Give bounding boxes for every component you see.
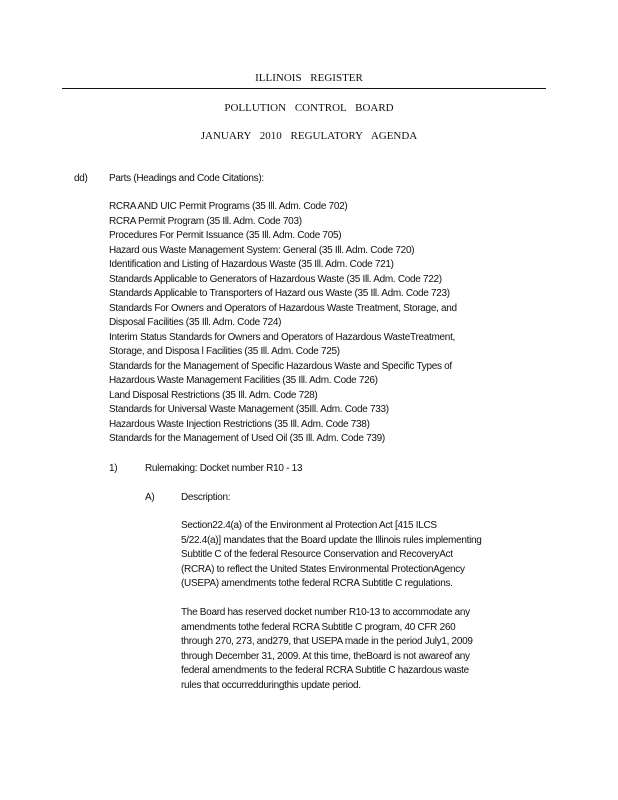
- parts-line: Standards Applicable to Transporters of Hazard ous Waste (35 Ill. Adm. Code 723): [109, 288, 450, 299]
- paragraph-line: Section22.4(a) of the Environment al Protection Act [415 ILCS: [181, 520, 437, 531]
- parts-line: RCRA AND UIC Permit Programs (35 Ill. Adm. Code 702): [109, 201, 348, 212]
- parts-line: Identification and Listing of Hazardous Waste (35 Ill. Adm. Code 721): [109, 259, 394, 270]
- parts-line: Hazardous Waste Injection Restrictions (35 Ill. Adm. Code 738): [109, 418, 370, 430]
- header-divider: [62, 88, 546, 89]
- section-title: Parts (Headings and Code Citations):: [109, 173, 264, 184]
- paragraph-line: amendments tothe federal RCRA Subtitle C program, 40 CFR 260: [181, 621, 456, 633]
- paragraph-line: (USEPA) amendments tothe federal RCRA Subtitle C regulations.: [181, 578, 453, 589]
- description-marker: A): [145, 492, 155, 503]
- paragraph-line: through 270, 273, and279, that USEPA made in the period July1, 2009: [181, 636, 473, 647]
- paragraph-line: The Board has reserved docket number R10-13 to accommodate any: [181, 607, 470, 618]
- rulemaking-marker: 1): [109, 463, 118, 474]
- parts-line: Standards For Owners and Operators of Hazardous Waste Treatment, Storage, and: [109, 302, 457, 314]
- description-paragraph-1: [181, 519, 545, 592]
- paragraph-line: 5/22.4(a)] mandates that the Board update the Illinois rules implementing: [181, 534, 482, 546]
- parts-line: Hazard ous Waste Management System: General (35 Ill. Adm. Code 720): [109, 244, 415, 256]
- parts-line: Standards Applicable to Generators of Hazardous Waste (35 Ill. Adm. Code 722): [109, 273, 442, 285]
- paragraph-line: rules that occurredduringthis update period.: [181, 679, 361, 691]
- parts-line: Standards for the Management of Used Oil (35 Ill. Adm. Code 739): [109, 433, 385, 444]
- description-paragraph-2: [181, 606, 545, 693]
- rulemaking-docket: Rulemaking: Docket number R10 - 13: [145, 463, 303, 474]
- parts-line: Procedures For Permit Issuance (35 Ill. Adm. Code 705): [109, 230, 342, 241]
- parts-line: Hazardous Waste Management Facilities (35 Ill. Adm. Code 726): [109, 375, 378, 386]
- parts-line: Disposal Facilities (35 Ill. Adm. Code 724): [109, 317, 282, 328]
- parts-list: [109, 200, 547, 447]
- header-register: ILLINOIS REGISTER: [255, 72, 363, 84]
- paragraph-line: through December 31, 2009. At this time, theBoard is not awareof any: [181, 650, 470, 662]
- parts-line: Standards for the Management of Specific Hazardous Waste and Specific Types of: [109, 360, 452, 372]
- parts-line: Storage, and Disposa l Facilities (35 Ill. Adm. Code 725): [109, 346, 340, 357]
- header-board: POLLUTION CONTROL BOARD: [224, 102, 394, 114]
- description-label: Description:: [181, 492, 231, 503]
- parts-line: Interim Status Standards for Owners and Operators of Hazardous WasteTreatment,: [109, 331, 456, 343]
- parts-line: RCRA Permit Program (35 Ill. Adm. Code 703): [109, 215, 302, 227]
- parts-line: Standards for Universal Waste Management (35Ill. Adm. Code 733): [109, 404, 389, 415]
- paragraph-line: (RCRA) to reflect the United States Environmental ProtectionAgency: [181, 563, 465, 575]
- paragraph-line: Subtitle C of the federal Resource Conservation and RecoveryAct: [181, 549, 453, 560]
- section-marker: dd): [74, 173, 88, 184]
- header-agenda: JANUARY 2010 REGULATORY AGENDA: [200, 130, 418, 142]
- paragraph-line: federal amendments to the federal RCRA Subtitle C hazardous waste: [181, 665, 469, 676]
- parts-line: Land Disposal Restrictions (35 Ill. Adm. Code 728): [109, 389, 318, 401]
